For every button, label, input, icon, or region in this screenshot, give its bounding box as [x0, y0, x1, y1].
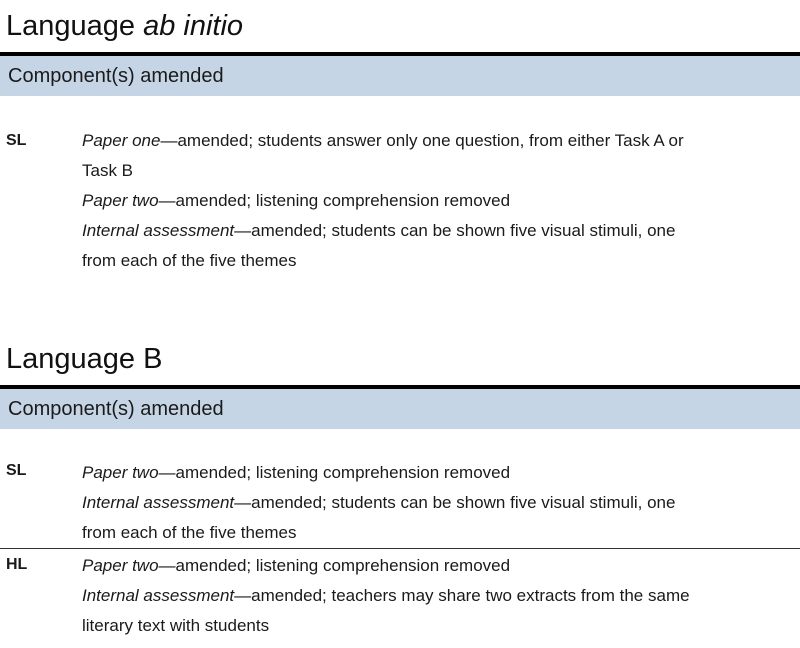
entry-text: —amended; teachers may share two extracts from the same — [234, 586, 690, 605]
language-b-title: Language B — [6, 343, 163, 375]
paper-name: Paper two — [82, 191, 159, 210]
ab-initio-section — [0, 8, 800, 44]
entry-line — [82, 186, 794, 216]
entry-line — [82, 216, 794, 246]
paper-name: Internal assessment — [82, 221, 235, 240]
component-header: Component(s) amended — [0, 389, 800, 429]
entry-line — [82, 246, 794, 276]
paper-name: Paper two — [82, 463, 159, 482]
entry-line — [82, 518, 794, 548]
level-label-sl: SL — [6, 132, 27, 149]
entry-text: —amended; listening comprehension removed — [158, 463, 511, 482]
paper-name: Internal assessment — [82, 586, 235, 605]
entry-text: from each of the five themes — [82, 251, 297, 270]
level-label-hl: HL — [6, 556, 28, 573]
entry-text: —amended; listening comprehension removed — [158, 556, 511, 575]
entry-line — [82, 488, 794, 518]
level-label-sl: SL — [6, 462, 27, 479]
entry-line — [82, 126, 794, 156]
ab-initio-component-bar — [0, 56, 800, 96]
entry-text: —amended; listening comprehension removed — [158, 191, 511, 210]
component-header: Component(s) amended — [0, 56, 800, 96]
language-b-component-bar — [0, 389, 800, 429]
entry-line — [82, 581, 794, 611]
paper-name: Paper one — [82, 131, 161, 150]
entry-text: Task B — [82, 161, 134, 180]
ab-initio-title-regular: Language — [6, 10, 144, 42]
entry-text: —amended; students can be shown five visual stimuli, one — [234, 221, 676, 240]
ab-initio-title — [0, 8, 800, 44]
level-entries — [82, 551, 794, 641]
entry-text: from each of the five themes — [82, 523, 297, 542]
entry-text: —amended; students answer only one question, from either Task A or — [160, 131, 684, 150]
entry-line — [82, 458, 794, 488]
paper-name: Internal assessment — [82, 493, 235, 512]
row-divider — [0, 548, 800, 549]
entry-line — [82, 156, 794, 186]
entry-line — [82, 611, 794, 641]
ab-initio-title-italic: ab initio — [143, 10, 244, 42]
paper-name: Paper two — [82, 556, 159, 575]
entry-text: literary text with students — [82, 616, 270, 635]
level-entries — [82, 458, 794, 548]
entry-text: —amended; students can be shown five visual stimuli, one — [234, 493, 676, 512]
language-b-section — [0, 341, 800, 377]
level-entries — [82, 126, 794, 276]
entry-line — [82, 551, 794, 581]
